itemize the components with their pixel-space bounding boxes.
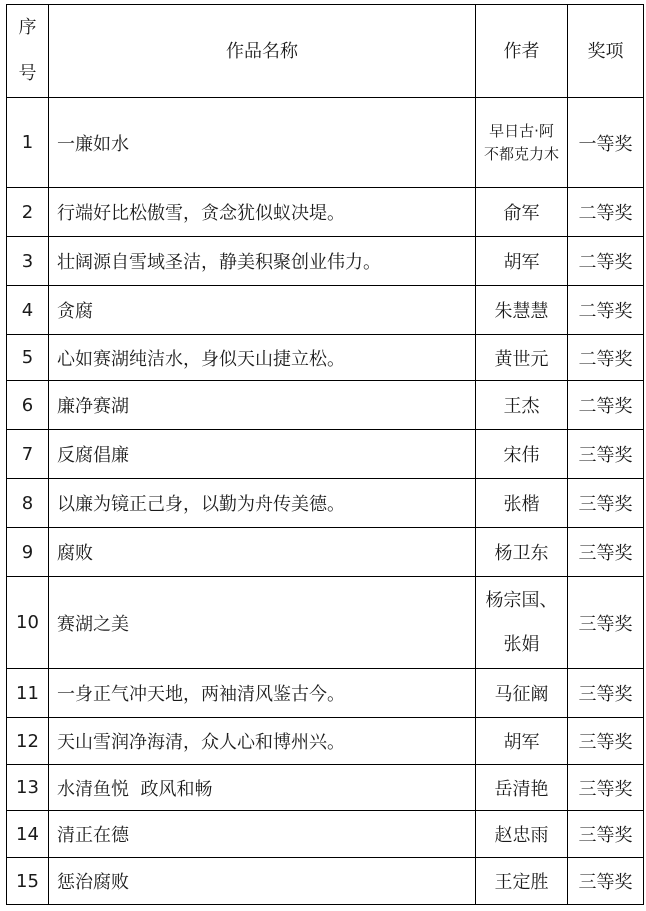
table-row bbox=[7, 286, 644, 335]
seq-cell: 13 bbox=[7, 765, 49, 811]
award-cell: 二等奖 bbox=[568, 188, 644, 237]
award-cell: 二等奖 bbox=[568, 335, 644, 381]
award-cell: 二等奖 bbox=[568, 237, 644, 286]
title-cell: 清正在德 bbox=[49, 811, 476, 858]
seq-cell: 8 bbox=[7, 479, 49, 528]
award-cell: 三等奖 bbox=[568, 858, 644, 905]
seq-cell: 6 bbox=[7, 381, 49, 430]
seq-cell: 4 bbox=[7, 286, 49, 335]
seq-header bbox=[7, 5, 49, 98]
seq-header-line1: 序 bbox=[18, 17, 37, 38]
award-cell: 三等奖 bbox=[568, 765, 644, 811]
table-row bbox=[7, 858, 644, 905]
author-cell: 王杰 bbox=[476, 381, 568, 430]
table-row bbox=[7, 577, 644, 669]
seq-cell: 1 bbox=[7, 98, 49, 188]
table-row bbox=[7, 381, 644, 430]
table-row bbox=[7, 430, 644, 479]
author-header: 作者 bbox=[476, 5, 568, 98]
title-cell: 水清鱼悦 政风和畅 bbox=[49, 765, 476, 811]
author-cell: 胡军 bbox=[476, 718, 568, 765]
author-cell: 宋伟 bbox=[476, 430, 568, 479]
author-cell: 朱慧慧 bbox=[476, 286, 568, 335]
title-cell: 行端好比松傲雪，贪念犹似蚁决堤。 bbox=[49, 188, 476, 237]
award-cell: 一等奖 bbox=[568, 98, 644, 188]
author-cell: 杨宗国、张娟 bbox=[476, 577, 568, 669]
award-cell: 三等奖 bbox=[568, 718, 644, 765]
table-row bbox=[7, 718, 644, 765]
author-cell: 黄世元 bbox=[476, 335, 568, 381]
title-cell: 赛湖之美 bbox=[49, 577, 476, 669]
table-row bbox=[7, 528, 644, 577]
awards-table bbox=[6, 4, 644, 905]
seq-cell: 7 bbox=[7, 430, 49, 479]
award-cell: 三等奖 bbox=[568, 811, 644, 858]
award-cell: 二等奖 bbox=[568, 286, 644, 335]
award-cell: 三等奖 bbox=[568, 669, 644, 718]
award-header: 奖项 bbox=[568, 5, 644, 98]
title-cell: 反腐倡廉 bbox=[49, 430, 476, 479]
author-cell: 俞军 bbox=[476, 188, 568, 237]
title-cell: 贪腐 bbox=[49, 286, 476, 335]
table-row bbox=[7, 98, 644, 188]
title-cell: 惩治腐败 bbox=[49, 858, 476, 905]
seq-cell: 3 bbox=[7, 237, 49, 286]
seq-cell: 14 bbox=[7, 811, 49, 858]
title-cell: 腐败 bbox=[49, 528, 476, 577]
award-cell: 三等奖 bbox=[568, 479, 644, 528]
seq-cell: 2 bbox=[7, 188, 49, 237]
author-cell: 杨卫东 bbox=[476, 528, 568, 577]
seq-cell: 10 bbox=[7, 577, 49, 669]
award-cell: 三等奖 bbox=[568, 430, 644, 479]
seq-header-line2: 号 bbox=[18, 63, 37, 84]
header-row bbox=[7, 5, 644, 98]
award-cell: 三等奖 bbox=[568, 528, 644, 577]
table-row bbox=[7, 335, 644, 381]
seq-cell: 12 bbox=[7, 718, 49, 765]
award-cell: 三等奖 bbox=[568, 577, 644, 669]
title-cell: 壮阔源自雪域圣洁，静美积聚创业伟力。 bbox=[49, 237, 476, 286]
table-row bbox=[7, 765, 644, 811]
title-cell: 天山雪润净海清，众人心和博州兴。 bbox=[49, 718, 476, 765]
seq-cell: 15 bbox=[7, 858, 49, 905]
author-cell: 早日古·阿不都克力木 bbox=[476, 98, 568, 188]
table-row bbox=[7, 479, 644, 528]
table-row bbox=[7, 188, 644, 237]
seq-cell: 11 bbox=[7, 669, 49, 718]
author-cell: 岳清艳 bbox=[476, 765, 568, 811]
table-row bbox=[7, 669, 644, 718]
table-row bbox=[7, 811, 644, 858]
title-cell: 一廉如水 bbox=[49, 98, 476, 188]
title-cell: 心如赛湖纯洁水，身似天山捷立松。 bbox=[49, 335, 476, 381]
author-cell: 赵忠雨 bbox=[476, 811, 568, 858]
author-cell: 胡军 bbox=[476, 237, 568, 286]
title-cell: 一身正气冲天地，两袖清风鉴古今。 bbox=[49, 669, 476, 718]
award-cell: 二等奖 bbox=[568, 381, 644, 430]
seq-cell: 5 bbox=[7, 335, 49, 381]
title-cell: 以廉为镜正己身，以勤为舟传美德。 bbox=[49, 479, 476, 528]
author-cell: 张楷 bbox=[476, 479, 568, 528]
table-row bbox=[7, 237, 644, 286]
title-header: 作品名称 bbox=[49, 5, 476, 98]
title-cell: 廉净赛湖 bbox=[49, 381, 476, 430]
author-cell: 王定胜 bbox=[476, 858, 568, 905]
seq-cell: 9 bbox=[7, 528, 49, 577]
author-cell: 马征阚 bbox=[476, 669, 568, 718]
